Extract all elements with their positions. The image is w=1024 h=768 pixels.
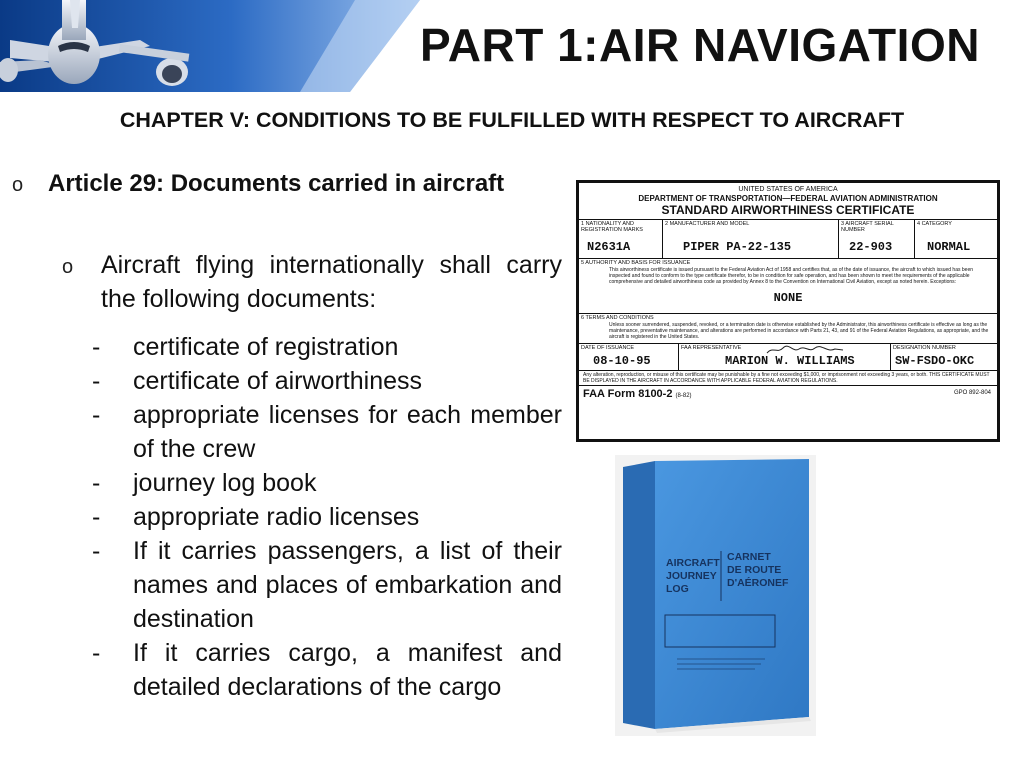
cert-cell-model xyxy=(663,220,839,258)
cert-model-value: PIPER PA-22-135 xyxy=(683,240,792,254)
dash-marker: - xyxy=(92,367,101,395)
cert-section-authority xyxy=(579,259,997,314)
cert-label: FAA REPRESENTATIVE xyxy=(681,345,742,351)
header-banner xyxy=(0,0,420,92)
cert-form-number: FAA Form 8100-2 xyxy=(583,388,673,400)
list-item xyxy=(92,466,562,500)
cert-label: 5 AUTHORITY AND BASIS FOR ISSUANCE xyxy=(581,260,691,266)
cert-label: 6 TERMS AND CONDITIONS xyxy=(581,315,654,321)
cert-label: 2 MANUFACTURER AND MODEL xyxy=(665,221,750,227)
cert-exceptions-value: NONE xyxy=(773,291,803,305)
cert-cell-registration xyxy=(579,220,663,258)
dash-marker: - xyxy=(92,537,101,565)
dash-marker: - xyxy=(92,401,101,429)
dash-marker: - xyxy=(92,503,101,531)
cert-gpo-number: GPO 892-804 xyxy=(953,390,991,396)
cert-cell-category xyxy=(915,220,997,258)
cert-label: 4 CATEGORY xyxy=(917,221,952,227)
page-title: PART 1:AIR NAVIGATION xyxy=(420,19,980,71)
list-item xyxy=(92,534,562,636)
cert-cell-serial xyxy=(839,220,915,258)
cert-form-date: (8-82) xyxy=(675,393,692,399)
airplane-banner-image xyxy=(0,0,420,92)
log-book-title-english: AIRCRAFT JOURNEY LOG xyxy=(666,557,720,595)
list-item xyxy=(92,636,562,704)
cert-representative-value: MARION W. WILLIAMS xyxy=(725,354,855,368)
cert-serial-value: 22-903 xyxy=(849,240,893,254)
cert-row-issuance xyxy=(579,344,997,371)
chapter-heading: CHAPTER V: CONDITIONS TO BE FULFILLED WITH RESPECT TO AIRCRAFT xyxy=(119,108,905,132)
intro-text: Aircraft flying internationally shall carry the following documents: xyxy=(101,251,562,313)
cert-footer-text: Any alteration, reproduction, or misuse of this certificate may be punishable by a fine not exceeding $1,000, or imprisonment not exceeding 3 years, or both. THIS CERTIFICATE MUST BE DISPLAYED IN THE AIRCRAFT IN ACCORDANCE WITH APPLICABLE FEDERAL AVIATION REGULATIONS. xyxy=(579,371,997,386)
list-item-text: If it carries passengers, a list of their names and places of embarkation and destination xyxy=(133,537,562,633)
cert-category-value: NORMAL xyxy=(927,240,971,254)
list-item-text: appropriate radio licenses xyxy=(133,503,420,531)
cert-label: 3 AIRCRAFT SERIAL NUMBER xyxy=(841,221,894,233)
bullet-marker: o xyxy=(12,174,24,196)
cert-section-terms xyxy=(579,314,997,344)
list-item xyxy=(92,500,562,534)
cert-form-line xyxy=(579,386,997,402)
cert-cell-date xyxy=(579,344,679,370)
cert-agency-line-1: UNITED STATES OF AMERICA xyxy=(738,186,838,193)
cert-date-value: 08-10-95 xyxy=(593,354,651,368)
cert-basis-text: This airworthiness certificate is issued pursuant to the Federal Aviation Act of 1958 and certifies that, as of the date of issuance, the aircraft to which issued has been inspected and found to conform to the type certificate therefor, to be in condition for safe operation, and has been shown to meet the requirements of the applicable comprehensive and detailed airworthiness code as provided by Annex 8 to the Convention on International Civil Aviation, except as noted herein. Exceptions: xyxy=(609,267,973,285)
cert-registration-value: N2631A xyxy=(587,240,631,254)
article-heading: Article 29: Documents carried in aircraft xyxy=(48,170,505,197)
list-item-text: If it carries cargo, a manifest and detailed declarations of the cargo xyxy=(133,639,562,701)
cert-cell-designation xyxy=(891,344,997,370)
dash-marker: - xyxy=(92,469,101,497)
log-book-title-french: CARNET DE ROUTE D'AÉRONEF xyxy=(727,551,789,589)
cert-designation-value: SW-FSDO-OKC xyxy=(895,354,975,368)
airworthiness-certificate-image xyxy=(576,180,1000,442)
cert-row-identity xyxy=(579,220,997,259)
list-item xyxy=(92,364,562,398)
dash-marker: - xyxy=(92,639,101,667)
cert-label: 1 NATIONALITY AND REGISTRATION MARKS xyxy=(581,221,643,233)
list-item xyxy=(92,398,562,466)
list-item-text: certificate of registration xyxy=(133,333,399,361)
dash-marker: - xyxy=(92,333,101,361)
list-item-text: journey log book xyxy=(133,469,317,497)
cert-agency-line-2: DEPARTMENT OF TRANSPORTATION—FEDERAL AVIATION ADMINISTRATION xyxy=(638,194,938,203)
cert-terms-text: Unless sooner surrendered, suspended, revoked, or a termination date is otherwise established by the Administrator, this airworthiness certificate is effective as long as the maintenance, preventative maintenance, and alterations are performed in accordance with Parts 21, 43, and 91 of the Federal Aviation Regulations, as appropriate, and the aircraft is registered in the United States. xyxy=(609,322,989,340)
cert-cell-representative xyxy=(679,344,891,370)
documents-list xyxy=(92,330,562,704)
list-item xyxy=(92,330,562,364)
list-item-text: certificate of airworthiness xyxy=(133,367,423,395)
cert-label: DATE OF ISSUANCE xyxy=(581,345,635,351)
sub-bullet-marker: o xyxy=(62,256,74,278)
cert-label: DESIGNATION NUMBER xyxy=(893,345,956,351)
journey-log-book-image xyxy=(615,455,816,736)
list-item-text: appropriate licenses for each member of the crew xyxy=(133,401,562,463)
cert-title: STANDARD AIRWORTHINESS CERTIFICATE xyxy=(579,203,997,220)
